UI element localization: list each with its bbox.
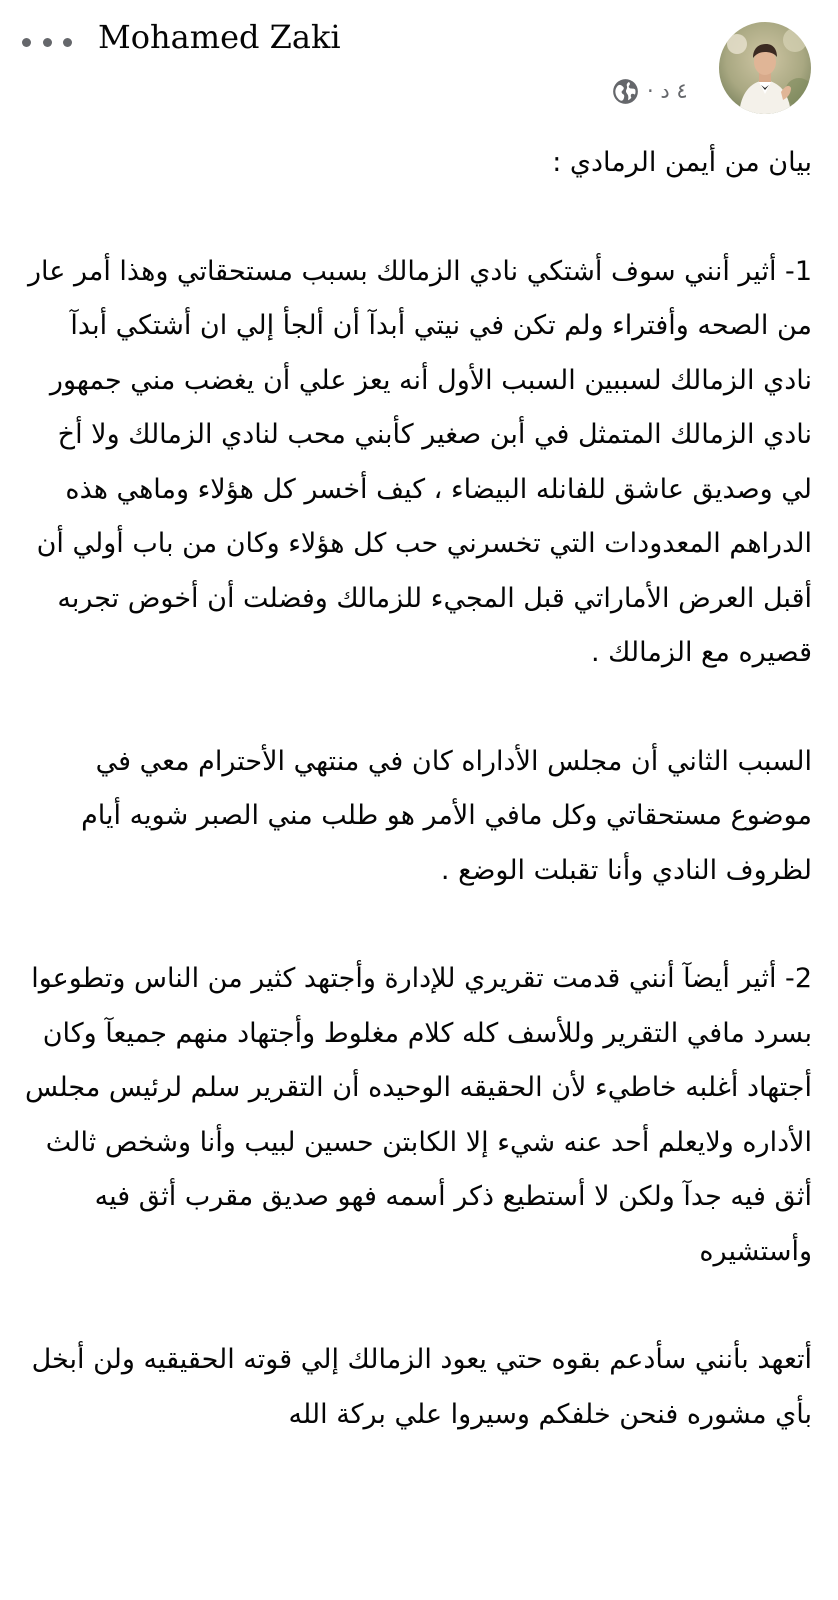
avatar-image bbox=[719, 22, 811, 114]
post-paragraph-2: السبب الثاني أن مجلس الأداراه كان في منتهي الأحترام معي في موضوع مستحقاتي وكل مافي الأمر هو طلب مني الصبر شويه أيام لظروف النادي وأنا تقبلت الوضع . bbox=[81, 745, 812, 886]
more-options-icon bbox=[22, 38, 31, 47]
post-paragraph-3: 2- أثير أيضآ أنني قدمت تقريري للإدارة وأجتهد كثير من الناس وتطوعوا بسرد مافي التقرير وللأسف كله كلام مغلوط وأجتهاد منهم جميعآ وكان أجتهاد أغلبه خاطيء لأن الحقيقه الوحيده أن التقرير سلم لرئيس مجلس الأداره ولايعلم أحد عنه شيء إلا الكابتن حسين لبيب وأنا وشخص ثالث أثق فيه جدآ ولكن لا أستطيع ذكر أسمه فهو صديق مقرب أثق فيه وأستشيره bbox=[25, 963, 812, 1267]
post-paragraph-1: 1- أثير أنني سوف أشتكي نادي الزمالك بسبب مستحقاتي وهذا أمر عار من الصحه وأفتراء ولم تكن في نيتي أبدآ أن ألجأ إلي ان أشتكي أبدآ نادي الزمالك لسببين السبب الأول أنه يعز علي أن يغضب مني جمهور نادي الزمالك المتمثل في أبن صغير كأبني محب لنادي الزمالك ولا أخ لي وصديق عاشق للفانله البيضاء ، كيف أخسر كل هؤلاء وماهي هذه الدراهم المعدودات التي تخسرني حب كل هؤلاء وكان من باب أولي أن أقبل العرض الأماراتي قبل المجيء للزمالك وفضلت أن أخوض تجربه قصيره مع الزمالك . bbox=[28, 255, 812, 668]
more-options-icon bbox=[63, 38, 72, 47]
globe-icon[interactable] bbox=[612, 78, 639, 105]
author-avatar[interactable] bbox=[719, 22, 811, 114]
post-time[interactable]: ٤ د · bbox=[647, 79, 688, 103]
author-name[interactable]: Mohamed Zaki bbox=[98, 18, 341, 56]
post-header bbox=[0, 0, 838, 130]
post-title: بيان من أيمن الرمادي : bbox=[552, 147, 812, 178]
post-body bbox=[20, 136, 812, 1442]
post-meta bbox=[612, 76, 688, 106]
post-paragraph-4: أتعهد بأنني سأدعم بقوه حتي يعود الزمالك إلي قوته الحقيقيه ولن أبخل بأي مشوره فنحن خلفكم وسيروا علي بركة الله bbox=[31, 1344, 812, 1430]
more-options-icon bbox=[43, 38, 52, 47]
more-options-button[interactable] bbox=[22, 30, 72, 54]
